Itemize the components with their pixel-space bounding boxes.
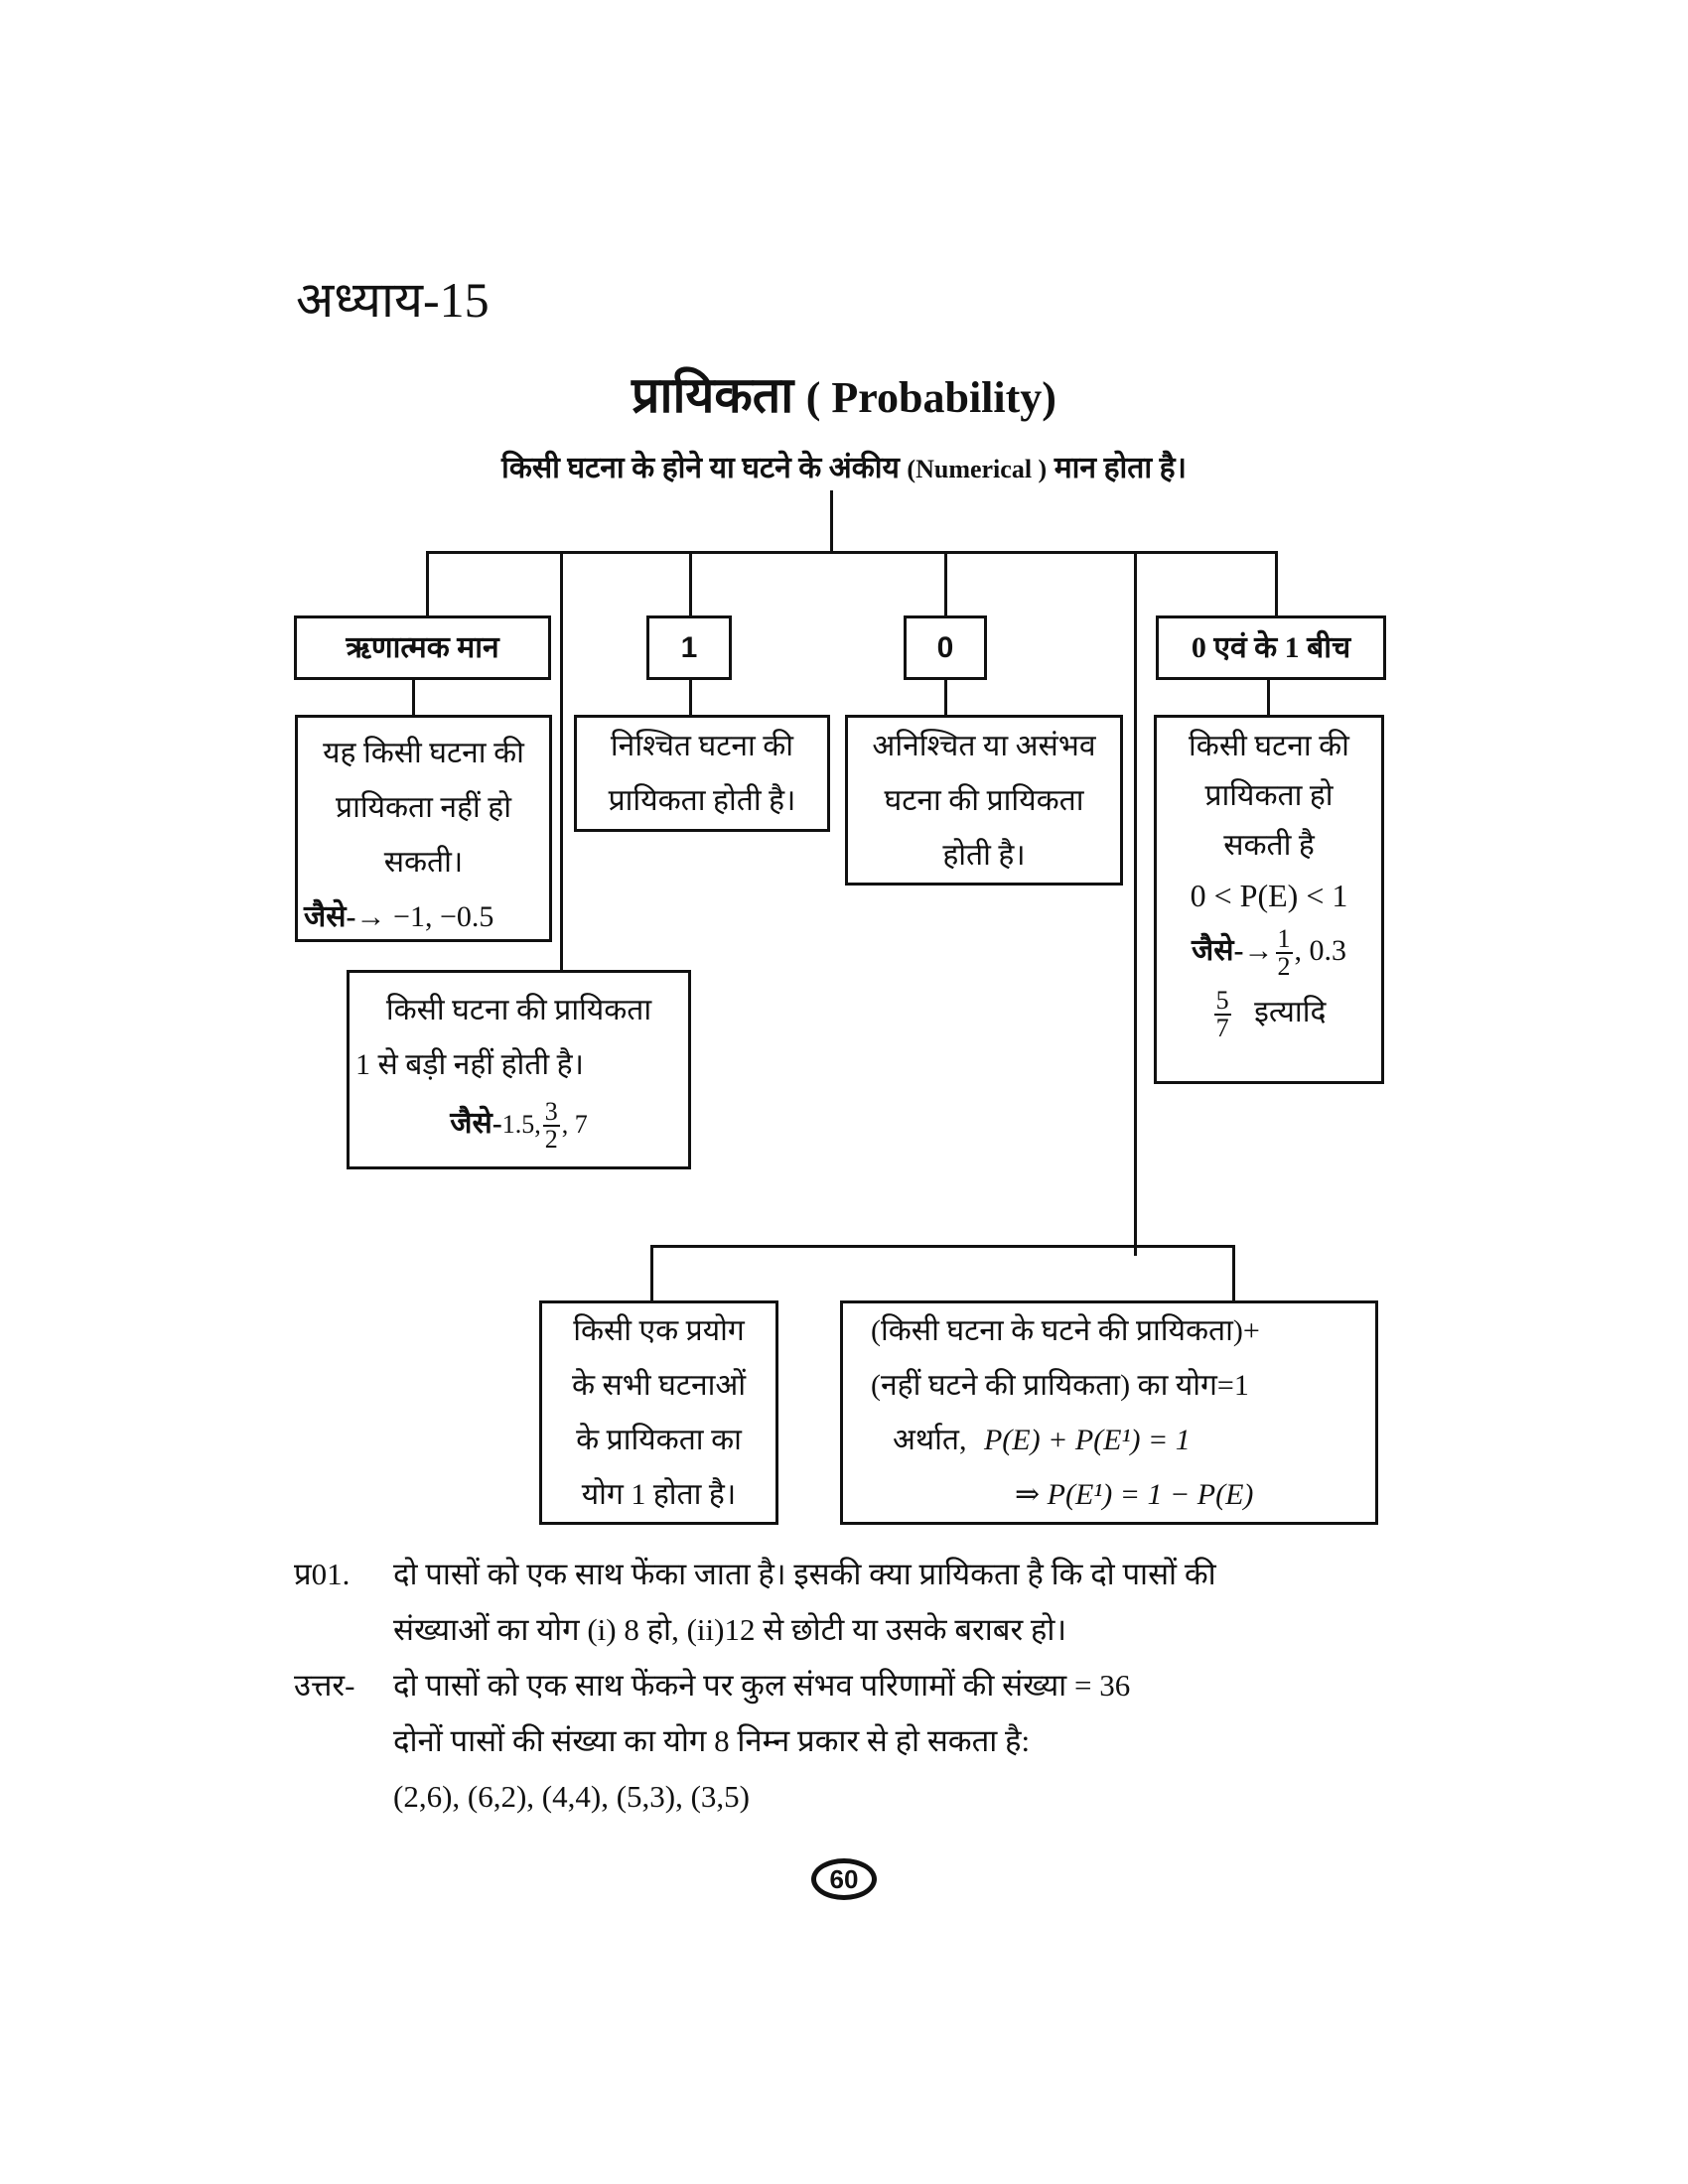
question-line-1: दो पासों को एक साथ फेंका जाता है। इसकी क्या प्रायिकता है कि दो पासों की: [393, 1557, 1216, 1591]
node-one: 1: [646, 615, 732, 680]
fraction-five-sevenths: $\frac{5}{7}$: [1215, 986, 1229, 1043]
heading-english: ( Probability): [805, 373, 1056, 422]
link-between-desc: [1267, 678, 1270, 718]
link-zero-desc: [944, 678, 947, 718]
desc-sum-all-events: किसी एक प्रयोग के सभी घटनाओं के प्रायिकता का योग 1 होता है।: [539, 1300, 778, 1525]
inequality: 0 < P(E) < 1: [1190, 878, 1348, 913]
subtitle-before: किसी घटना के होने या घटने के अंकीय: [501, 452, 900, 484]
drop-greater-than-one: [560, 551, 563, 972]
link-one-desc: [689, 678, 692, 718]
question-label: प्र01.: [294, 1557, 351, 1591]
node-between-zero-one: 0 एवं के 1 बीच: [1156, 615, 1386, 680]
formula-complement: ⇒ P(E¹) = 1 − P(E): [1015, 1478, 1254, 1511]
heading-hindi: प्रायिकता: [632, 367, 794, 423]
page-heading: [0, 365, 1688, 428]
node-zero: 0: [904, 615, 987, 680]
desc-impossible: अनिश्चित या असंभव घटना की प्रायिकता होती है।: [845, 715, 1123, 886]
fraction-one-half: $\frac{1}{2}$: [1277, 924, 1291, 982]
drop-between: [1275, 551, 1278, 617]
page-number: 60: [811, 1858, 877, 1900]
drop-sub-right: [1232, 1245, 1235, 1304]
answer-row: [294, 1658, 1416, 1713]
desc-not-greater-than-one: किसी घटना की प्रायिकता 1 से बड़ी नहीं होती है। जैसे-1.5, $\frac{3}{2}$ , 7: [347, 970, 691, 1169]
desc-complement-rule: (किसी घटना के घटने की प्रायिकता)+ (नहीं घटने की प्रायिकता) का योग=1 अर्थात, P(E) + P(E¹) = 1 ⇒ P(E¹) = 1 − P(E): [840, 1300, 1378, 1525]
desc-negative: यह किसी घटना की प्रायिकता नहीं हो सकती। जैसे-→ −1, −0.5: [295, 715, 552, 942]
question-row: [294, 1547, 1416, 1602]
node-negative-value: ऋणात्मक मान: [294, 615, 551, 680]
trunk-line: [830, 490, 833, 552]
example-between: जैसे-→ $\frac{1}{2}$ , 0.3: [1191, 924, 1347, 982]
chapter-title: अध्याय-15: [296, 272, 490, 328]
drop-sub-left: [650, 1245, 653, 1304]
answer-line-1: दो पासों को एक साथ फेंकने पर कुल संभव परिणामों की संख्या = 36: [393, 1668, 1131, 1703]
answer-line-3: (2,6), (6,2), (4,4), (5,3), (3,5): [393, 1779, 750, 1814]
drop-zero: [944, 551, 947, 617]
answer-label: उत्तर-: [294, 1668, 355, 1703]
fraction-three-halves: $\frac{3}{2}$: [544, 1097, 558, 1155]
sub-branch-bar: [650, 1245, 1235, 1248]
desc-certain: निश्चित घटना की प्रायिकता होती है।: [574, 715, 830, 832]
formula-complement-sum: P(E) + P(E¹) = 1: [983, 1424, 1191, 1456]
main-branch-bar: [426, 551, 1278, 554]
question-line-2: संख्याओं का योग (i) 8 हो, (ii)12 से छोटी या उसके बराबर हो।: [393, 1612, 1067, 1647]
definition-subtitle: [0, 449, 1688, 489]
drop-one: [689, 551, 692, 617]
answer-line-2: दोनों पासों की संख्या का योग 8 निम्न प्रकार से हो सकता है:: [393, 1723, 1031, 1758]
drop-negative: [426, 551, 429, 617]
question-answer-block: [294, 1547, 1416, 1825]
drop-sum-branch: [1134, 551, 1137, 1256]
link-negative-desc: [412, 678, 415, 718]
subtitle-after: मान होता है।: [1054, 452, 1187, 484]
subtitle-english: (Numerical ): [907, 455, 1048, 483]
desc-between: किसी घटना की प्रायिकता हो सकती है 0 < P(E) < 1 जैसे-→ $\frac{1}{2}$ , 0.3 $\frac{5}{7}$ इत्यादि: [1154, 715, 1384, 1084]
example-greater: जैसे-1.5, $\frac{3}{2}$ , 7: [450, 1097, 588, 1155]
